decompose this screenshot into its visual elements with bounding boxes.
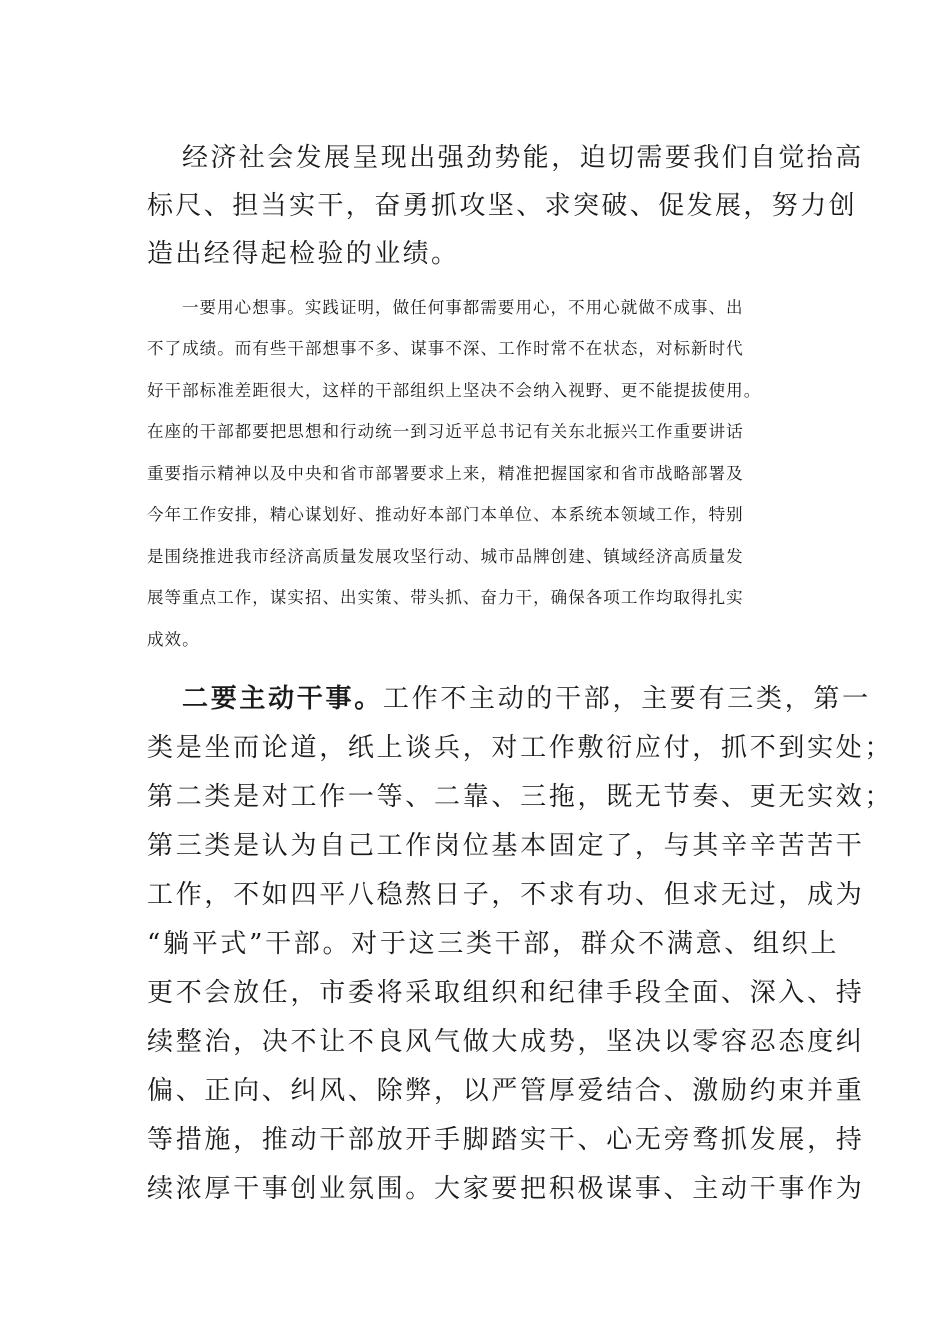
intro-line-3: 造出经得起检验的业绩。 bbox=[147, 239, 460, 269]
point-one-line-5: 重要指示精神以及中央和省市部署要求上来，精准把握国家和省市战略部署及 bbox=[147, 464, 744, 483]
point-two-line-1-text: 工作不主动的干部，主要有三类，第一 bbox=[382, 684, 871, 714]
point-two-line-1 bbox=[182, 678, 871, 715]
point-two-line-5: 工作，不如四平八稳熬日子，不求有功、但求无过，成为 bbox=[147, 880, 865, 910]
point-two-line-4: 第三类是认为自己工作岗位基本固定了，与其辛辛苦苦干 bbox=[147, 831, 865, 861]
point-one-line-9: 成效。 bbox=[147, 630, 200, 649]
point-two-line-6: “躺平式”干部。对于这三类干部，群众不满意、组织上 bbox=[147, 929, 840, 959]
intro-line-2: 标尺、担当实干，奋勇抓攻坚、求突破、促发展，努力创 bbox=[147, 191, 858, 221]
point-two-heading: 二要主动干事。 bbox=[182, 684, 383, 714]
point-two-line-2: 类是坐而论道，纸上谈兵，对工作敷衍应付，抓不到实处； bbox=[147, 733, 894, 763]
point-one-line-1: 一要用心想事。实践证明，做任何事都需要用心，不用心就做不成事、出 bbox=[182, 298, 744, 317]
point-two-line-10: 等措施，推动干部放开手脚踏实干、心无旁骛抓发展，持 bbox=[147, 1125, 865, 1155]
point-two-line-7: 更不会放任，市委将采取组织和纪律手段全面、深入、持 bbox=[147, 978, 865, 1008]
point-two-line-9: 偏、正向、纠风、除弊，以严管厚爱结合、激励约束并重 bbox=[147, 1076, 865, 1106]
point-two-line-8: 续整治，决不让不良风气做大成势，坚决以零容忍态度纠 bbox=[147, 1027, 865, 1057]
point-one-line-2: 不了成绩。而有些干部想事不多、谋事不深、工作时常不在状态，对标新时代 bbox=[147, 339, 744, 358]
intro-line-1: 经济社会发展呈现出强劲势能，迫切需要我们自觉抬高 bbox=[182, 143, 864, 173]
point-one-line-3: 好干部标准差距很大，这样的干部组织上坚决不会纳入视野、更不能提拔使用。 bbox=[147, 381, 762, 400]
point-two-line-11: 续浓厚干事创业氛围。大家要把积极谋事、主动干事作为 bbox=[147, 1174, 865, 1204]
point-one-line-7: 是围绕推进我市经济高质量发展攻坚行动、城市品牌创建、镇域经济高质量发 bbox=[147, 547, 744, 566]
point-one-line-4: 在座的干部都要把思想和行动统一到习近平总书记有关东北振兴工作重要讲话 bbox=[147, 422, 744, 441]
point-two-line-3: 第二类是对工作一等、二靠、三拖，既无节奏、更无实效； bbox=[147, 782, 894, 812]
point-one-line-6: 今年工作安排，精心谋划好、推动好本部门本单位、本系统本领域工作，特别 bbox=[147, 505, 744, 524]
point-one-line-8: 展等重点工作，谋实招、出实策、带头抓、奋力干，确保各项工作均取得扎实 bbox=[147, 588, 744, 607]
